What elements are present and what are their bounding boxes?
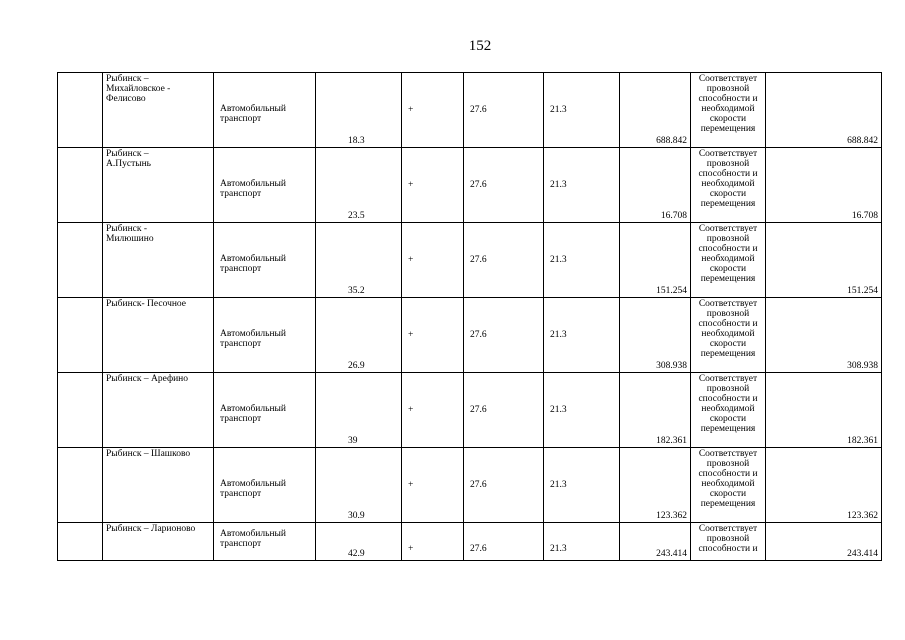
table-row — [58, 298, 882, 373]
value1-cell: 27.6 — [464, 373, 544, 448]
value1-cell: 27.6 — [464, 523, 544, 561]
value2-cell: 21.3 — [544, 448, 620, 523]
value2-cell: 21.3 — [544, 223, 620, 298]
value1-cell: 27.6 — [464, 298, 544, 373]
value-cell: 243.414 — [620, 523, 691, 561]
value1-cell: 27.6 — [464, 148, 544, 223]
table-row — [58, 73, 882, 148]
conclusion-cell: Соответствует провозной способности и необходимой скорости перемещения — [691, 448, 766, 523]
conclusion-cell: Соответствует провозной способности и необходимой скорости перемещения — [691, 73, 766, 148]
value-cell: 16.708 — [620, 148, 691, 223]
routes-table — [57, 72, 882, 561]
distance-cell: 18.3 — [316, 73, 402, 148]
transport-cell: Автомобильный транспорт — [214, 298, 316, 373]
value2-cell: 21.3 — [544, 148, 620, 223]
route-cell: Рыбинск – Михайловское - Фелисово — [103, 73, 214, 148]
index-cell — [58, 73, 103, 148]
page-number: 152 — [468, 38, 492, 54]
result-cell: 16.708 — [766, 148, 882, 223]
index-cell — [58, 373, 103, 448]
transport-cell: Автомобильный транспорт — [214, 448, 316, 523]
distance-cell: 26.9 — [316, 298, 402, 373]
value1-cell: 27.6 — [464, 448, 544, 523]
route-cell: Рыбинск – А.Пустынь — [103, 148, 214, 223]
route-cell: Рыбинск- Песочное — [103, 298, 214, 373]
index-cell — [58, 448, 103, 523]
index-cell — [58, 523, 103, 561]
transport-cell: Автомобильный транспорт — [214, 148, 316, 223]
value1-cell: 27.6 — [464, 73, 544, 148]
result-cell: 182.361 — [766, 373, 882, 448]
table-row — [58, 523, 882, 561]
value-cell: 123.362 — [620, 448, 691, 523]
conclusion-cell: Соответствует провозной способности и необходимой скорости перемещения — [691, 148, 766, 223]
mark-cell: + — [402, 523, 464, 561]
value2-cell: 21.3 — [544, 298, 620, 373]
index-cell — [58, 148, 103, 223]
transport-cell: Автомобильный транспорт — [214, 223, 316, 298]
mark-cell: + — [402, 223, 464, 298]
table-row — [58, 373, 882, 448]
value2-cell: 21.3 — [544, 73, 620, 148]
result-cell: 123.362 — [766, 448, 882, 523]
distance-cell: 30.9 — [316, 448, 402, 523]
conclusion-cell: Соответствует провозной способности и необходимой скорости перемещения — [691, 298, 766, 373]
result-cell: 151.254 — [766, 223, 882, 298]
value-cell: 182.361 — [620, 373, 691, 448]
value-cell: 688.842 — [620, 73, 691, 148]
distance-cell: 23.5 — [316, 148, 402, 223]
transport-cell: Автомобильный транспорт — [214, 373, 316, 448]
conclusion-cell: Соответствует провозной способности и — [691, 523, 766, 561]
value2-cell: 21.3 — [544, 373, 620, 448]
transport-cell: Автомобильный транспорт — [214, 73, 316, 148]
index-cell — [58, 223, 103, 298]
index-cell — [58, 298, 103, 373]
table-row — [58, 148, 882, 223]
distance-cell: 42.9 — [316, 523, 402, 561]
route-cell: Рыбинск – Арефино — [103, 373, 214, 448]
distance-cell: 39 — [316, 373, 402, 448]
table-row — [58, 448, 882, 523]
route-cell: Рыбинск – Шашково — [103, 448, 214, 523]
mark-cell: + — [402, 148, 464, 223]
conclusion-cell: Соответствует провозной способности и необходимой скорости перемещения — [691, 223, 766, 298]
mark-cell: + — [402, 298, 464, 373]
value-cell: 308.938 — [620, 298, 691, 373]
result-cell: 688.842 — [766, 73, 882, 148]
distance-cell: 35.2 — [316, 223, 402, 298]
value2-cell: 21.3 — [544, 523, 620, 561]
result-cell: 308.938 — [766, 298, 882, 373]
result-cell: 243.414 — [766, 523, 882, 561]
mark-cell: + — [402, 73, 464, 148]
table-row — [58, 223, 882, 298]
conclusion-cell: Соответствует провозной способности и необходимой скорости перемещения — [691, 373, 766, 448]
route-cell: Рыбинск - Милюшино — [103, 223, 214, 298]
value-cell: 151.254 — [620, 223, 691, 298]
value1-cell: 27.6 — [464, 223, 544, 298]
transport-cell: Автомобильный транспорт — [214, 523, 316, 561]
route-cell: Рыбинск – Ларионово — [103, 523, 214, 561]
mark-cell: + — [402, 373, 464, 448]
mark-cell: + — [402, 448, 464, 523]
